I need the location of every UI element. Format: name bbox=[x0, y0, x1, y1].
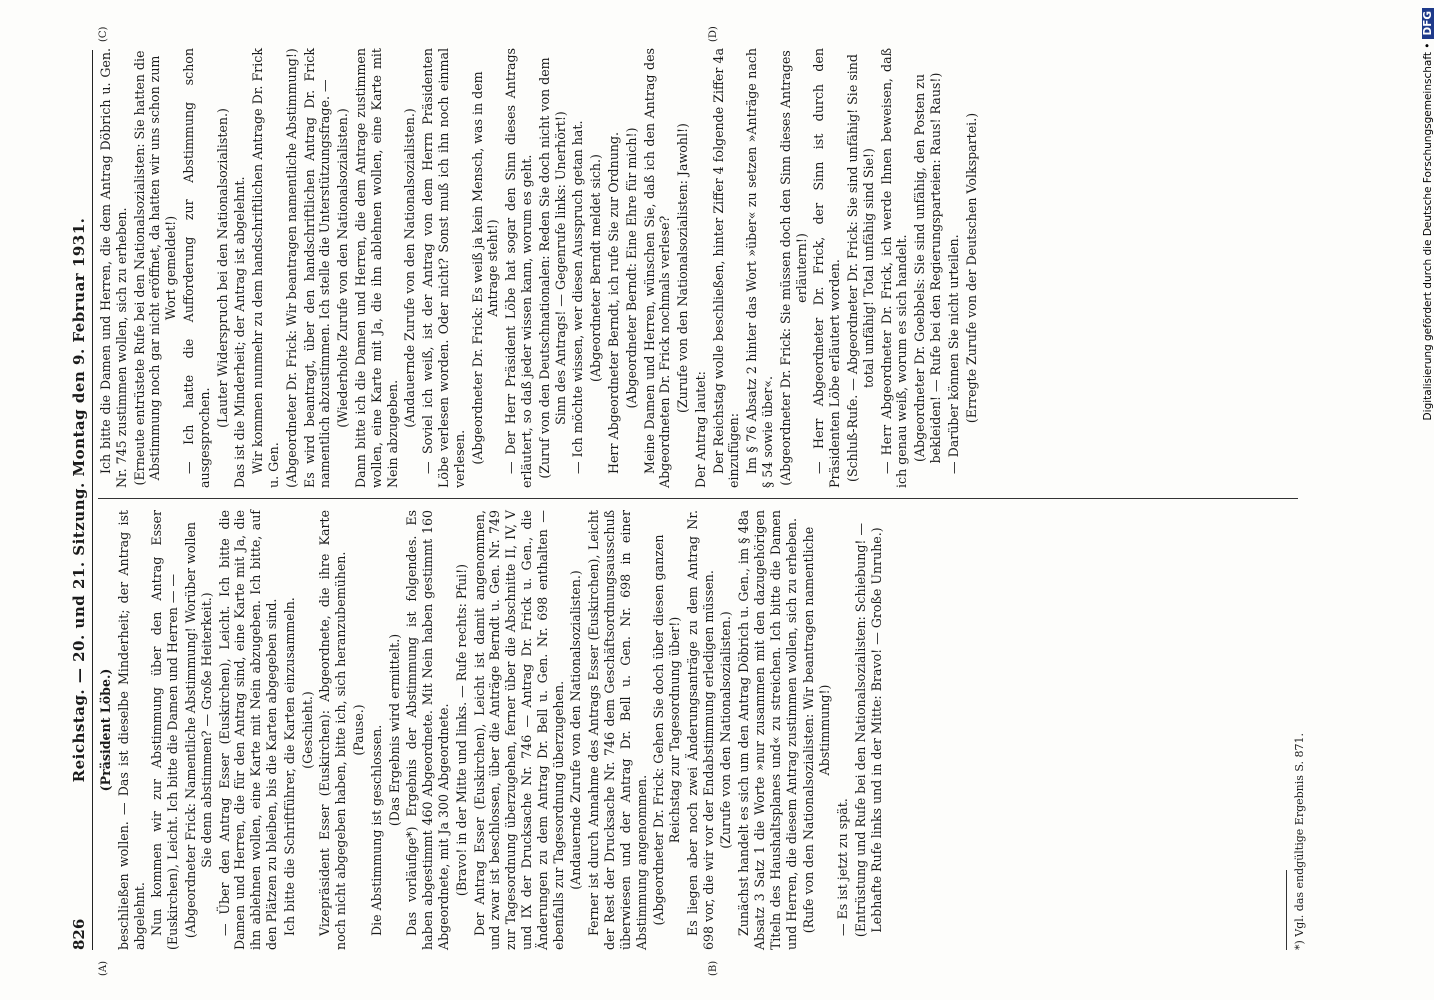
paragraph: Der Antrag lautet: bbox=[692, 371, 708, 488]
interjection: (Abgeordneter Berndt: Eine Ehre für mich!) bbox=[623, 127, 639, 409]
paragraph: Der Reichstag wolle beschließen, hinter Ziffer 4 folgende Ziffer 4a einzufügen: bbox=[710, 48, 742, 488]
paragraph: Im § 76 Absatz 2 hinter das Wort »über« zu setzen »Anträge nach § 54 sowie über«. bbox=[744, 48, 776, 488]
document-page bbox=[68, 26, 1368, 976]
interjection: (Rufe von den Nationalsozialisten: Wir beantragen namentliche Abstimmung!) bbox=[801, 526, 833, 934]
interjection: (Abgeordneter Dr. Frick: Es weiß ja kein Mensch, was in dem Antrage steht!) bbox=[469, 71, 501, 465]
interjection: (Abgeordneter Dr. Frick: Sie müssen doch den Sinn dieses Antrages erläutern!) bbox=[777, 50, 809, 486]
paragraph: Ich bitte die Schriftführer, die Karten einzusammeln. bbox=[281, 597, 297, 936]
right-column bbox=[98, 48, 981, 488]
paragraph: Meine Damen und Herren, wünschen Sie, daß ich den Antrag des Abgeordneten Dr. Frick nochmals verlese? bbox=[641, 48, 673, 488]
interjection: (Schluß-Rufe. — Abgeordneter Dr. Frick: Sie sind unfähig! Sie sind total unfähig! Total unfähig sind Sie!) bbox=[845, 54, 876, 482]
paragraph: Dann bitte ich die Damen und Herren, die dem Antrage zustimmen wollen, eine Karte mit Ja, die ihn ablehnen wollen, eine Karte mit Nein abzugeben. bbox=[352, 48, 400, 488]
paragraph: (Präsident Löbe.) bbox=[98, 668, 113, 792]
paragraph: Es liegen aber noch zwei Änderungsanträge zu dem Antrag Nr. 698 vor, die wir vor der Endabstimmung erledigen müssen. bbox=[684, 510, 716, 950]
paragraph: — Der Herr Präsident Löbe hat sogar den Sinn dieses Antrags erläutert, so daß jeder wissen kann, worum es geht. bbox=[503, 48, 534, 488]
interjection: (Zurufe von den Nationalsozialisten.) bbox=[718, 611, 734, 849]
paragraph: Es wird beantragt, über den handschriftlichen Antrag Dr. Frick namentlich abzustimmen. Ich stelle die Unterstützungsfrage. — bbox=[301, 48, 333, 488]
interjection: (Andauernde Zurufe von den Nationalsozialisten.) bbox=[568, 570, 584, 890]
paragraph: Der Antrag Esser (Euskirchen), Leicht ist damit angenommen, und zwar ist beschlossen, über die Anträge Berndt u. Gen. Nr. 749 zur Tagesordnung überzugehen, ferner über die Abschnitte II, IV, V und IX der Drucksache Nr. 746 — Antrag Dr. Frick u. Gen., die Änderungen zu dem Antrag Dr. Bell u. Gen. Nr. 698 enthalten — ebenfalls zur Tagesordnung überzugehen. bbox=[471, 510, 566, 950]
interjection: (Das Ergebnis wird ermittelt.) bbox=[386, 633, 402, 827]
credit-line bbox=[1422, 8, 1434, 988]
interjection: (Abgeordneter Dr. Frick: Wir beantragen namentliche Abstimmung!) bbox=[283, 48, 299, 488]
interjection: (Erregte Zurufe von der Deutschen Volkspartei.) bbox=[963, 112, 979, 424]
paragraph: Nun kommen wir zur Abstimmung über den Antrag Esser (Euskirchen), Leicht. Ich bitte die Damen und Herren — — bbox=[149, 510, 181, 950]
paragraph: — Ich hatte die Aufforderung zur Abstimmung schon ausgesprochen. bbox=[180, 48, 212, 488]
footnote: *) Vgl. das endgültige Ergebnis S. 871. bbox=[1293, 732, 1306, 950]
footnote-rule bbox=[1286, 870, 1287, 950]
paragraph: Ferner ist durch Annahme des Antrags Esser (Euskirchen), Leicht der Rest der Drucksache Nr. 746 dem Geschäftsordnungsausschuß überwiesen und der Antrag Dr. Bell u. Gen. Nr. 698 in einer Abstimmung angenommen. bbox=[586, 510, 649, 950]
paragraph: — Herr Abgeordneter Dr. Frick, ich werde Ihnen beweisen, daß ich genau weiß, worum es sich handelt. bbox=[878, 48, 910, 488]
interjection: (Abgeordneter Berndt meldet sich.) bbox=[588, 154, 604, 382]
margin-mark-d: (D) bbox=[708, 26, 719, 42]
interjection: (Wiederholte Zurufe von den Nationalsozialisten.) bbox=[335, 108, 351, 428]
paragraph: Wir kommen nunmehr zu dem handschriftlichen Antrage Dr. Frick u. Gen. bbox=[250, 48, 281, 488]
margin-mark-b: (B) bbox=[708, 960, 719, 976]
interjection: (Abgeordneter Frick: Namentliche Abstimmung! Worüber wollen Sie denn abstimmen? — Große Heiterkeit.) bbox=[182, 521, 214, 939]
interjection: (Lauter Widerspruch bei den Nationalsozialisten.) bbox=[214, 108, 230, 428]
interjection: (Erneute entrüstete Rufe bei den Nationalsozialisten: Sie hatten die Abstimmung noch gar nicht eröffnet, da hatten wir uns schon zum Wort gemeldet!) bbox=[131, 50, 179, 486]
paragraph: — Es ist jetzt zu spät. bbox=[835, 798, 851, 936]
paragraph: — Ich möchte wissen, wer diesen Ausspruch getan hat. bbox=[570, 120, 586, 474]
running-title: Reichstag. — 20. und 21. Sitzung. Montag den 9. Februar 1931. bbox=[70, 217, 88, 783]
column-divider bbox=[98, 498, 1298, 499]
paragraph: Zunächst handelt es sich um den Antrag Döbrich u. Gen., im § 48a Absatz 3 Satz 1 die Worte »nur zusammen mit den dazugehörigen Titeln des Haushaltsplanes und« zu streichen. Ich bitte die Damen und Herren, die diesem Antrag zustimmen wollen, sich zu erheben. bbox=[736, 510, 799, 950]
interjection: (Pause.) bbox=[350, 704, 366, 756]
interjection: (Zuruf von den Deutschnationalen: Reden Sie doch nicht von dem Sinn des Antrags! — Gegenrufe links: Unerhört!) bbox=[536, 57, 568, 479]
paragraph: Herr Abgeordneter Berndt, ich rufe Sie zur Ordnung. bbox=[605, 131, 621, 474]
margin-mark-c: (C) bbox=[98, 26, 109, 42]
dfg-logo: DFG bbox=[1422, 8, 1434, 39]
page-number: 826 bbox=[70, 918, 88, 950]
credit-text: Digitalisierung gefördert durch die Deutsche Forschungsgemeinschaft • bbox=[1422, 42, 1434, 421]
header-rule bbox=[92, 50, 93, 950]
interjection: (Andauernde Zurufe von den Nationalsozialisten.) bbox=[402, 108, 418, 428]
interjection: (Geschieht.) bbox=[299, 691, 315, 769]
left-column bbox=[98, 510, 886, 950]
interjection: (Abgeordneter Dr. Frick: Gehen Sie doch über diesen ganzen Reichstag zur Tagesordnung über!) bbox=[651, 534, 683, 926]
page-header bbox=[68, 50, 94, 950]
interjection: (Entrüstung und Rufe bei den Nationalsozialisten: Schiebung! — Lebhafte Rufe links und in der Mitte: Bravo! — Große Unruhe.) bbox=[852, 522, 884, 938]
digitization-credit bbox=[1402, 8, 1434, 988]
paragraph: Ich bitte die Damen und Herren, die dem Antrag Döbrich u. Gen. Nr. 745 zustimmen wollen, sich zu erheben. bbox=[98, 48, 129, 488]
interjection: (Abgeordneter Dr. Goebbels: Sie sind unfähig, den Posten zu bekleiden! — Rufe bei den Regierungsparteien: Raus! Raus!) bbox=[912, 72, 944, 464]
paragraph: — Soviel ich weiß, ist der Antrag von dem Herrn Präsidenten Löbe verlesen worden. Oder nicht? Sonst muß ich ihn noch einmal verlesen. bbox=[420, 48, 467, 488]
margin-mark-a: (A) bbox=[98, 960, 109, 976]
interjection: (Zurufe von den Nationalsozialisten: Jawohl!) bbox=[675, 123, 691, 413]
interjection: (Bravo! in der Mitte und links. — Rufe rechts: Pfui!) bbox=[453, 563, 469, 897]
paragraph: — Herr Abgeordneter Dr. Frick, der Sinn ist durch den Präsidenten Löbe erläutert worden. bbox=[811, 48, 843, 488]
paragraph: Die Abstimmung ist geschlossen. bbox=[368, 724, 384, 936]
paragraph: beschließen wollen. — Das ist dieselbe Minderheit; der Antrag ist abgelehnt. bbox=[115, 510, 147, 950]
paragraph: Das vorläufige*) Ergebnis der Abstimmung ist folgendes. Es haben abgestimmt 460 Abgeordnete. Mit Nein haben gestimmt 160 Abgeordnete, mit Ja 300 Abgeordnete. bbox=[404, 510, 451, 950]
paragraph: — Über den Antrag Esser (Euskirchen), Leicht. Ich bitte die Damen und Herren, die für den Antrag sind, eine Karte mit Ja, die ihn ablehnen wollen, eine Karte mit Nein abzugeben. Ich bitte, auf den Plätzen zu bleiben, bis die Karten abgegeben sind. bbox=[216, 510, 279, 950]
paragraph: — Darüber können Sie nicht urteilen. bbox=[945, 234, 961, 474]
paragraph: Vizepräsident Esser (Euskirchen): Abgeordnete, die ihre Karte noch nicht abgegeben haben, bitte ich, sich heranzubemühen. bbox=[317, 510, 349, 950]
paragraph: Das ist die Minderheit; der Antrag ist abgelehnt. bbox=[232, 176, 248, 488]
